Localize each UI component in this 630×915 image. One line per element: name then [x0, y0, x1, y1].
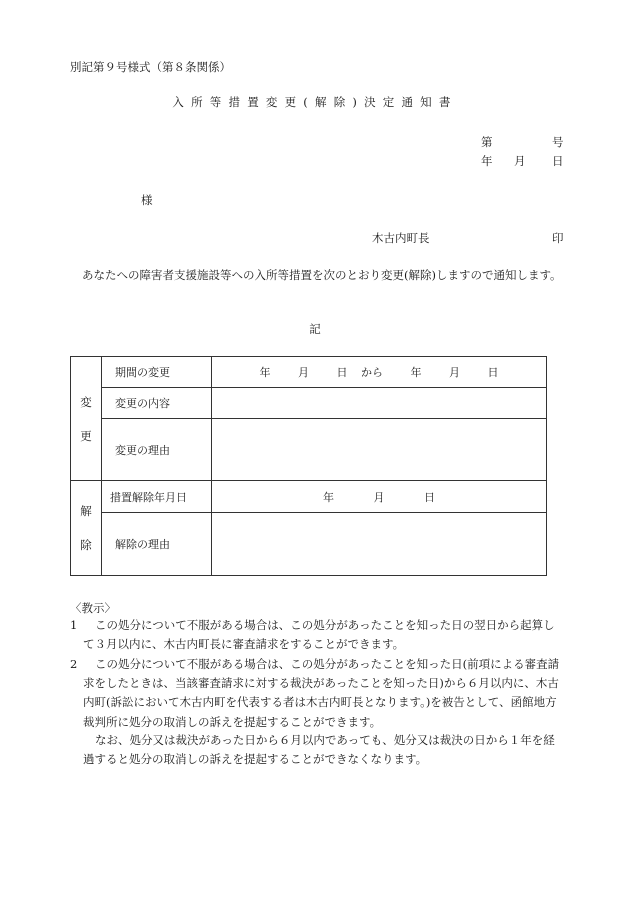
table-row-release-date — [71, 481, 547, 513]
period-from: から — [361, 366, 383, 379]
change-group-char-1: 変 — [80, 394, 92, 409]
content-value[interactable] — [212, 388, 547, 419]
release-reason-label: 解除の理由 — [102, 513, 212, 576]
instruction-text: この処分について不服がある場合は、この処分があったことを知った日の翌日から起算して３月以内に、木古内町長に審査請求をすることができます。 — [83, 618, 555, 652]
release-date-label: 措置解除年月日 — [102, 481, 212, 513]
instructions-heading: 〈教示〉 — [70, 601, 116, 615]
instruction-item — [70, 616, 565, 654]
reason-value[interactable] — [212, 419, 547, 481]
release-reason-value[interactable] — [212, 513, 547, 576]
table-row-content — [71, 388, 547, 419]
change-release-table — [70, 356, 547, 576]
release-year: 年 — [323, 490, 334, 504]
release-date-value — [212, 481, 547, 513]
instruction-number: 2 — [70, 657, 78, 671]
release-group-cell — [71, 481, 102, 576]
release-day: 日 — [424, 490, 435, 504]
content-label: 変更の内容 — [102, 388, 212, 419]
recipient-honorific: 様 — [141, 193, 153, 207]
release-group-char-1: 解 — [80, 504, 92, 518]
date-year: 年 — [481, 154, 493, 168]
ki-heading: 記 — [309, 322, 321, 336]
instruction-number: 1 — [70, 618, 78, 632]
body-text: あなたへの障害者支援施設等への入所等措置を次のとおり変更(解除)しますので通知します。 — [82, 268, 562, 282]
period-month-2: 月 — [449, 366, 460, 379]
doc-number-suffix: 号 — [552, 135, 564, 149]
period-value — [212, 357, 547, 388]
change-group-cell — [71, 357, 102, 481]
instruction-item — [70, 655, 565, 732]
change-group-char-2: 更 — [80, 428, 92, 443]
period-day-2: 日 — [487, 366, 499, 379]
instruction-supplement: なお、処分又は裁決があった日から６月以内であっても、処分又は裁決の日から１年を経過すると処分の取消しの訴えを提起することができなくなります。 — [83, 733, 555, 767]
seal-mark: 印 — [552, 231, 564, 245]
release-group-char-2: 除 — [80, 538, 92, 552]
table-row-period — [71, 357, 547, 388]
instruction-text: この処分について不服がある場合は、この処分があったことを知った日(前項による審査請求をしたときは、当該審査請求に対する裁決があったことを知った日)から６月以内に、木古内町(訴訟において木古内町を代表する者は木古内町長となります。)を被告として、函館地方裁判所に処分の取消しの訴えを提起することができます。 — [83, 657, 560, 729]
date-month: 月 — [514, 154, 526, 168]
sender-name: 木古内町長 — [372, 231, 430, 245]
document-title: 入所等措置変更(解除)決定通知書 — [172, 95, 458, 109]
date-day: 日 — [552, 154, 564, 168]
period-label: 期間の変更 — [102, 357, 212, 388]
doc-number-prefix: 第 — [481, 135, 493, 149]
period-day-1: 日 — [336, 366, 348, 379]
reason-label: 変更の理由 — [102, 419, 212, 481]
table-row-release-reason — [71, 513, 547, 576]
release-month: 月 — [373, 490, 385, 504]
period-year-2: 年 — [410, 366, 422, 379]
table-row-reason — [71, 419, 547, 481]
period-month-1: 月 — [298, 366, 309, 379]
form-number: 別記第９号様式（第８条関係） — [70, 60, 231, 74]
period-year-1: 年 — [259, 366, 271, 379]
